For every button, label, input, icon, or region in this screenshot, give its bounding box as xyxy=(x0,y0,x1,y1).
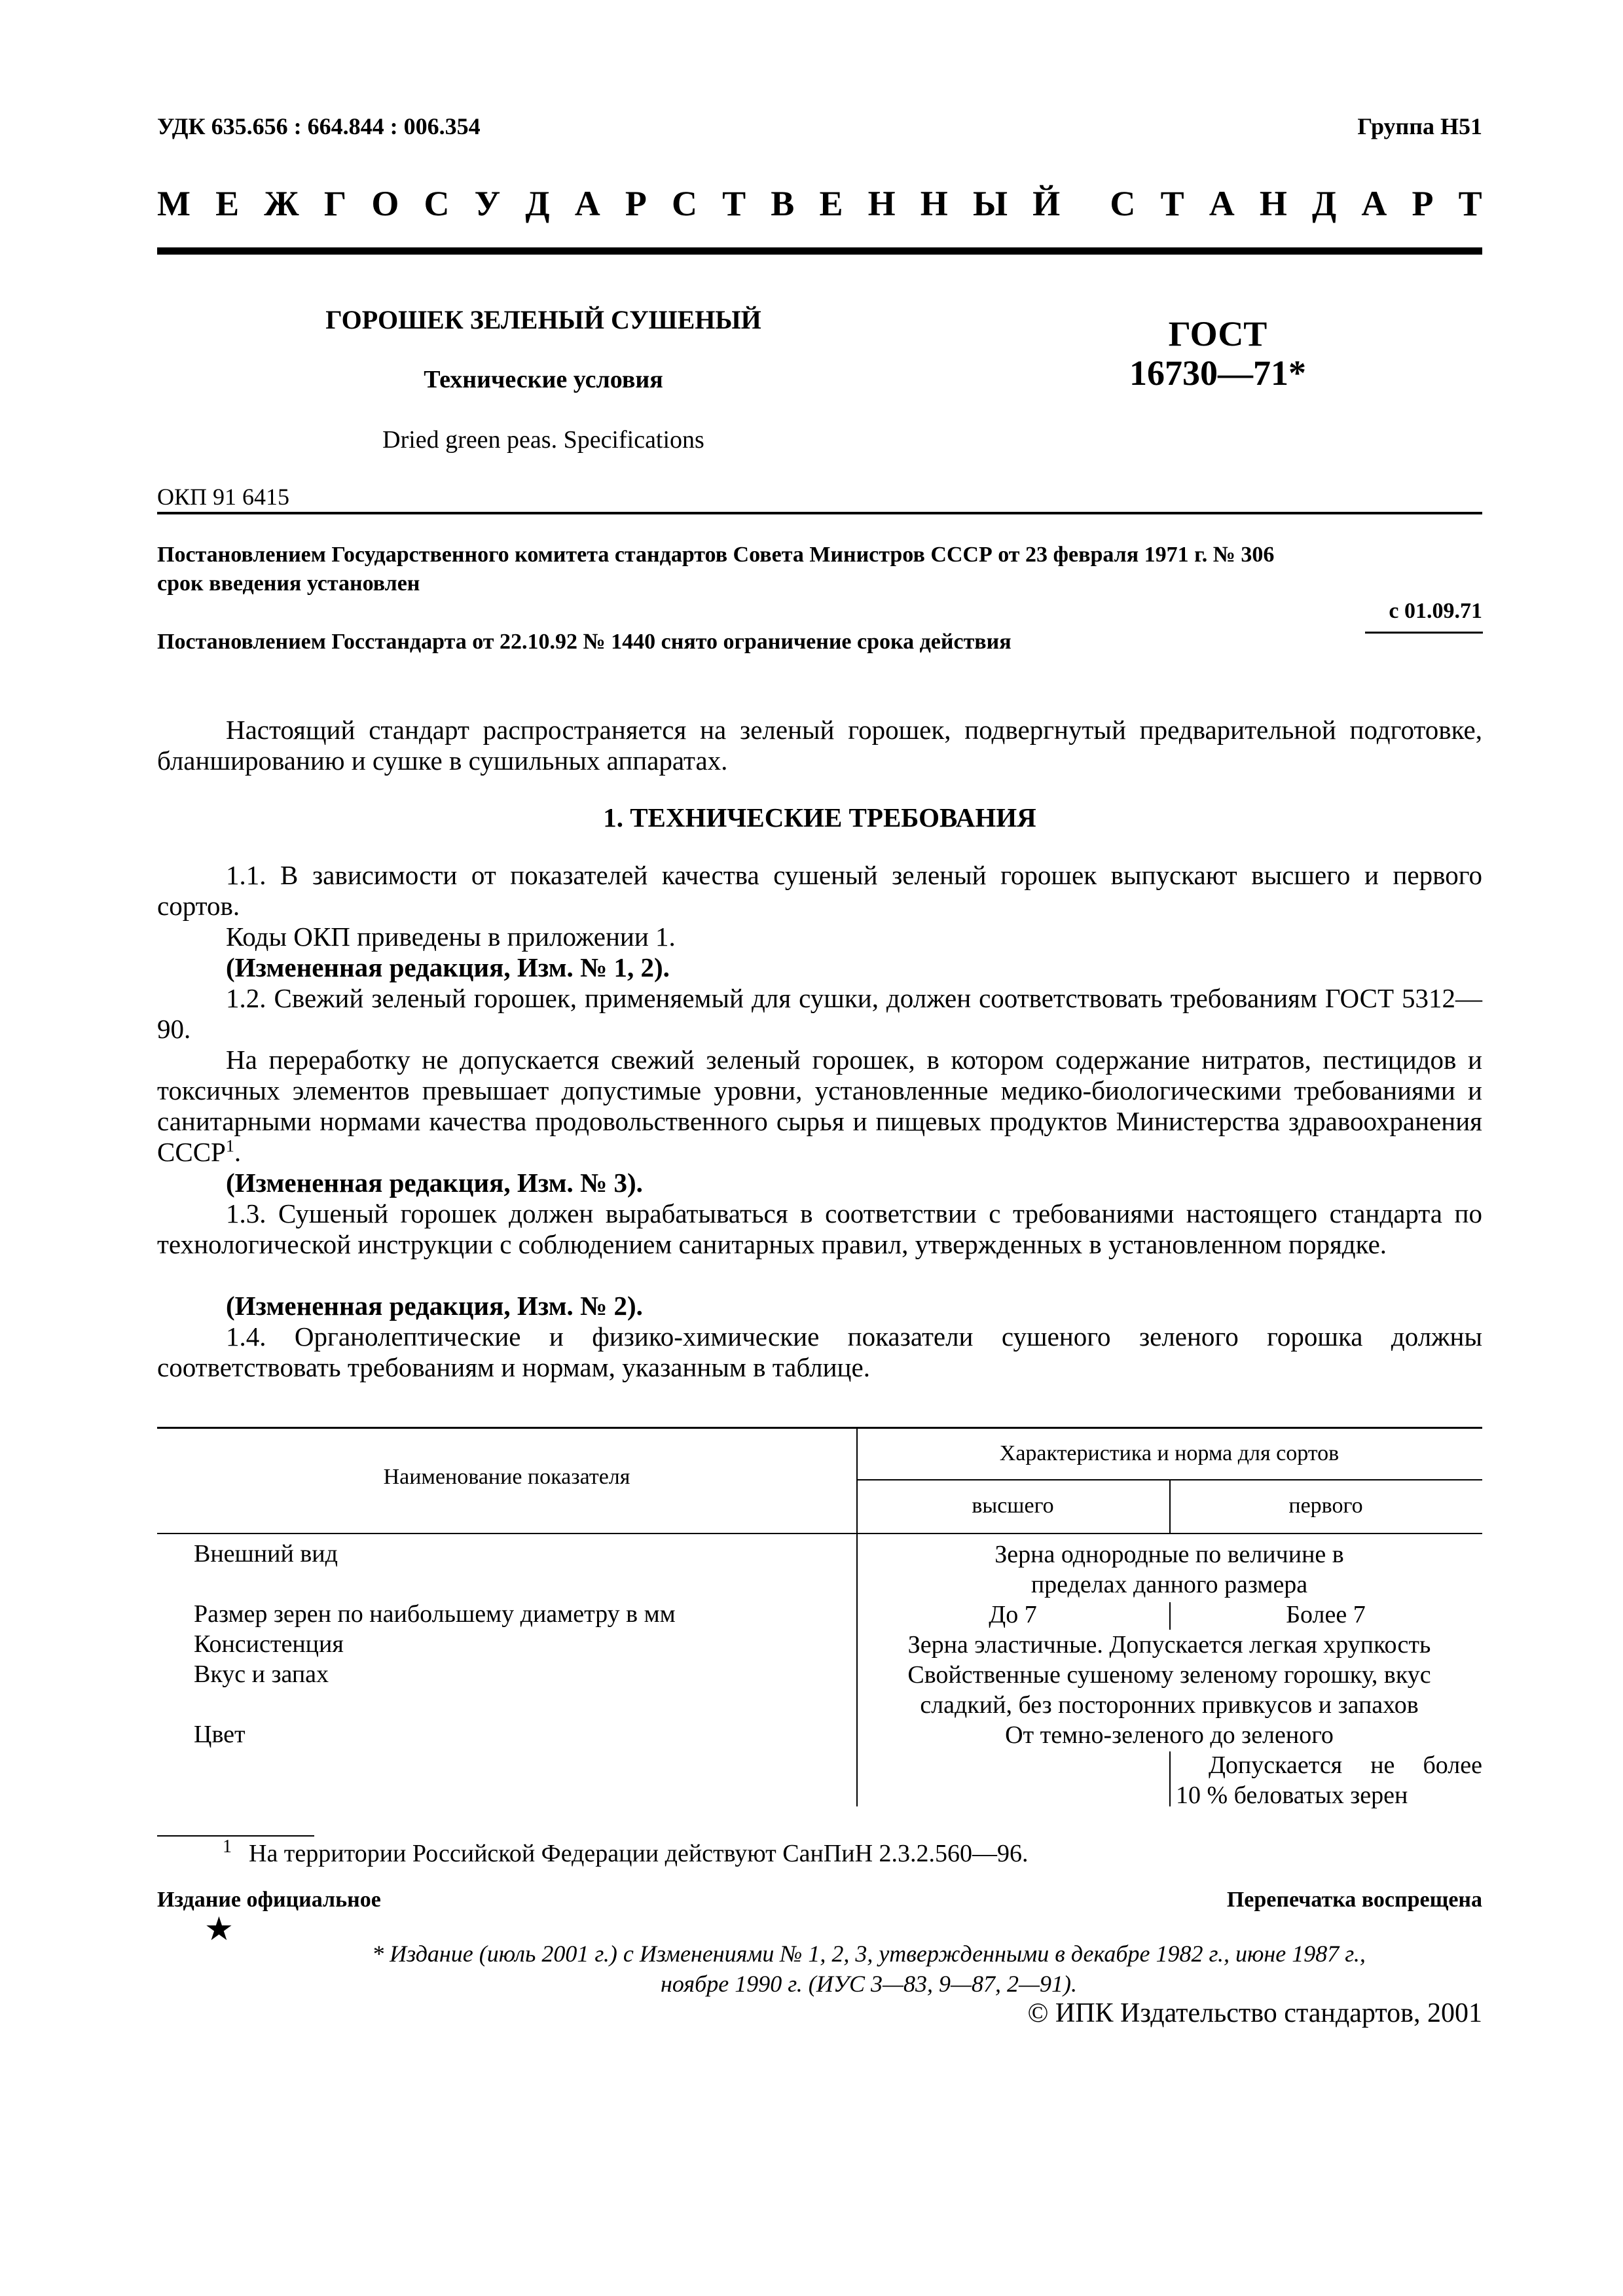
row-value-size-high: До 7 xyxy=(989,1601,1037,1628)
intro-paragraph: Настоящий стандарт распространяется на зеленый горошек, подвергнутый предварительной подготовке, бланшированию и сушке в сушильных аппаратах. xyxy=(157,715,1482,776)
decree-line-2: срок введения установлен xyxy=(157,571,420,596)
group-code: Группа Н51 xyxy=(1357,113,1482,139)
clause-1-4: 1.4. Органолептические и физико-химические показатели сушеного зеленого горошка должны соответствовать требованиям и нормам, указанным в таблице. xyxy=(157,1321,1482,1382)
color-first-line-2: 10 % беловатых зерен xyxy=(1176,1782,1408,1809)
footnote-mark: 1 xyxy=(223,1837,232,1857)
heading-letter: У xyxy=(474,184,501,223)
amendment-note: (Измененная редакция, Изм. № 1, 2). xyxy=(226,952,670,982)
clause-1-3: 1.3. Сушеный горошек должен вырабатываться в соответствии с требованиями настоящего стандарта по технологической инструкции с соблюдением санитарных правил, утвержденных в установленном порядке. xyxy=(157,1198,1482,1259)
row-label-taste: Вкус и запах xyxy=(194,1660,329,1688)
gost-label: ГОСТ xyxy=(1168,314,1267,353)
gost-number: 16730—71* xyxy=(1129,353,1306,393)
row-value-appearance: Зерна однородные по величине в пределах данного размера xyxy=(994,1541,1344,1598)
document-subtitle: Технические условия xyxy=(424,366,663,393)
edition-note xyxy=(255,1939,1482,1999)
header-rule xyxy=(157,247,1482,255)
edition-note-line-1: * Издание (июль 2001 г.) с Изменениями № 1, 2, 3, утвержденными в декабре 1982 г., июне 1987 г., xyxy=(372,1941,1366,1967)
color-divider xyxy=(1169,1751,1171,1806)
heading-letter: Н xyxy=(867,184,896,223)
clause-1-2-nitrates-text: На переработку не допускается свежий зеленый горошек, в котором содержание нитратов, пестицидов и токсичных элементов превышает допустимые уровни, установленные медико-биологическими требованиями и санитарными нормами качества продовольственного сырья и пищевых продуктов Министерства здравоохранения СССР xyxy=(157,1045,1482,1167)
heading-letter: Й xyxy=(1032,184,1061,223)
gost-designation xyxy=(1113,314,1322,393)
row-label-appearance: Внешний вид xyxy=(194,1540,338,1568)
row-value-size-first: Более 7 xyxy=(1286,1601,1366,1628)
row-value-color: От темно-зеленого до зеленого xyxy=(1005,1721,1334,1749)
heading-letter: Е xyxy=(819,184,843,223)
footnote-ref: 1 xyxy=(225,1136,234,1156)
footnote-rule xyxy=(157,1835,314,1837)
okp-code: ОКП 91 6415 xyxy=(157,484,290,510)
heading-letter: О xyxy=(371,184,399,223)
clause-1-1-okp-note: Коды ОКП приведены в приложении 1. xyxy=(226,922,676,952)
clause-1-1: 1.1. В зависимости от показателей качества сушеный зеленый горошек выпускают высшего и первого сортов. xyxy=(157,860,1482,921)
decree-block xyxy=(157,541,1482,598)
heading-letter: Д xyxy=(525,184,550,223)
edition-note-line-2: ноябре 1990 г. (ИУС 3—83, 9—87, 2—91). xyxy=(660,1971,1077,1997)
decree-line-3: Постановлением Госстандарта от 22.10.92 № 1440 снято ограничение срока действия xyxy=(157,630,1012,654)
decree-line-1: Постановлением Государственного комитета стандартов Совета Министров СССР от 23 февраля 1971 г. № 306 xyxy=(157,543,1275,567)
heading-letter: Д xyxy=(1312,184,1337,223)
clause-1-2: 1.2. Свежий зеленый горошек, применяемый для сушки, должен соответствовать требованиям ГОСТ 5312—90. xyxy=(157,983,1482,1044)
row-label-color: Цвет xyxy=(194,1721,246,1748)
amendment-note: (Измененная редакция, Изм. № 3). xyxy=(226,1168,643,1198)
section-heading: 1. ТЕХНИЧЕСКИЕ ТРЕБОВАНИЯ xyxy=(603,802,1036,833)
interstate-standard-heading xyxy=(157,183,1482,224)
table-top-rule xyxy=(157,1427,1482,1429)
english-title: Dried green peas. Specifications xyxy=(382,426,704,454)
heading-letter: А xyxy=(1361,184,1387,223)
col-header-high: высшего xyxy=(972,1494,1054,1518)
heading-letter: Ы xyxy=(972,184,1008,223)
reprint-prohibited-label: Перепечатка воспрещена xyxy=(1226,1888,1482,1912)
effective-date-rule xyxy=(1365,632,1483,634)
row-value-color-first xyxy=(1176,1750,1482,1810)
amendment-note: (Измененная редакция, Изм. № 2). xyxy=(226,1291,643,1321)
heading-letter: А xyxy=(574,184,600,223)
heading-letter: Е xyxy=(215,184,240,223)
effective-date: с 01.09.71 xyxy=(1389,599,1482,623)
quality-table xyxy=(157,1427,1482,1809)
official-edition-label: Издание официальное xyxy=(157,1888,381,1912)
heading-letter: С xyxy=(671,184,697,223)
heading-letter: С xyxy=(424,184,450,223)
color-first-line-1: Допускается не более xyxy=(1209,1751,1482,1779)
heading-letter: Т xyxy=(1458,184,1482,223)
heading-letter: Ж xyxy=(264,184,299,223)
heading-letter: Т xyxy=(722,184,746,223)
udk-code: УДК 635.656 : 664.844 : 006.354 xyxy=(157,113,481,139)
row-value-consistency: Зерна эластичные. Допускается легкая хрупкость xyxy=(907,1631,1431,1659)
row-label-consistency: Консистенция xyxy=(194,1630,344,1658)
row-value-taste: Свойственные сушеному зеленому горошку, вкус сладкий, без посторонних привкусов и запахов xyxy=(907,1661,1431,1719)
heading-letter: В xyxy=(771,184,795,223)
okp-rule xyxy=(157,512,1482,514)
table-header-rule xyxy=(157,1533,1482,1534)
heading-letter: Т xyxy=(1160,184,1184,223)
heading-letter: М xyxy=(157,184,191,223)
heading-letter: Г xyxy=(323,184,347,223)
heading-letter: А xyxy=(1209,184,1235,223)
heading-letter: С xyxy=(1110,184,1136,223)
col-header-group: Характеристика и норма для сортов xyxy=(999,1441,1340,1465)
heading-letter: Н xyxy=(920,184,948,223)
col-header-first: первого xyxy=(1288,1494,1363,1518)
heading-letter: Р xyxy=(1412,184,1434,223)
row-label-size: Размер зерен по наибольшему диаметру в мм xyxy=(194,1600,676,1628)
footnote-text: На территории Российской Федерации действуют СанПиН 2.3.2.560—96. xyxy=(249,1840,1029,1867)
document-title: ГОРОШЕК ЗЕЛЕНЫЙ СУШЕНЫЙ xyxy=(325,305,761,334)
col-header-indicator: Наименование показателя xyxy=(383,1465,630,1489)
clause-1-2-nitrates: На переработку не допускается свежий зеленый горошек, в котором содержание нитратов, пестицидов и токсичных элементов превышает допустимые уровни, установленные медико-биологическими требованиями и санитарными нормами качества продовольственного сырья и пищевых продуктов Министерства здравоохранения СССР$^1$. xyxy=(157,1045,1482,1167)
star-icon: ★ xyxy=(204,1910,234,1947)
heading-letter: Н xyxy=(1259,184,1287,223)
copyright: © ИПК Издательство стандартов, 2001 xyxy=(1027,1998,1482,2028)
heading-letter: Р xyxy=(625,184,647,223)
